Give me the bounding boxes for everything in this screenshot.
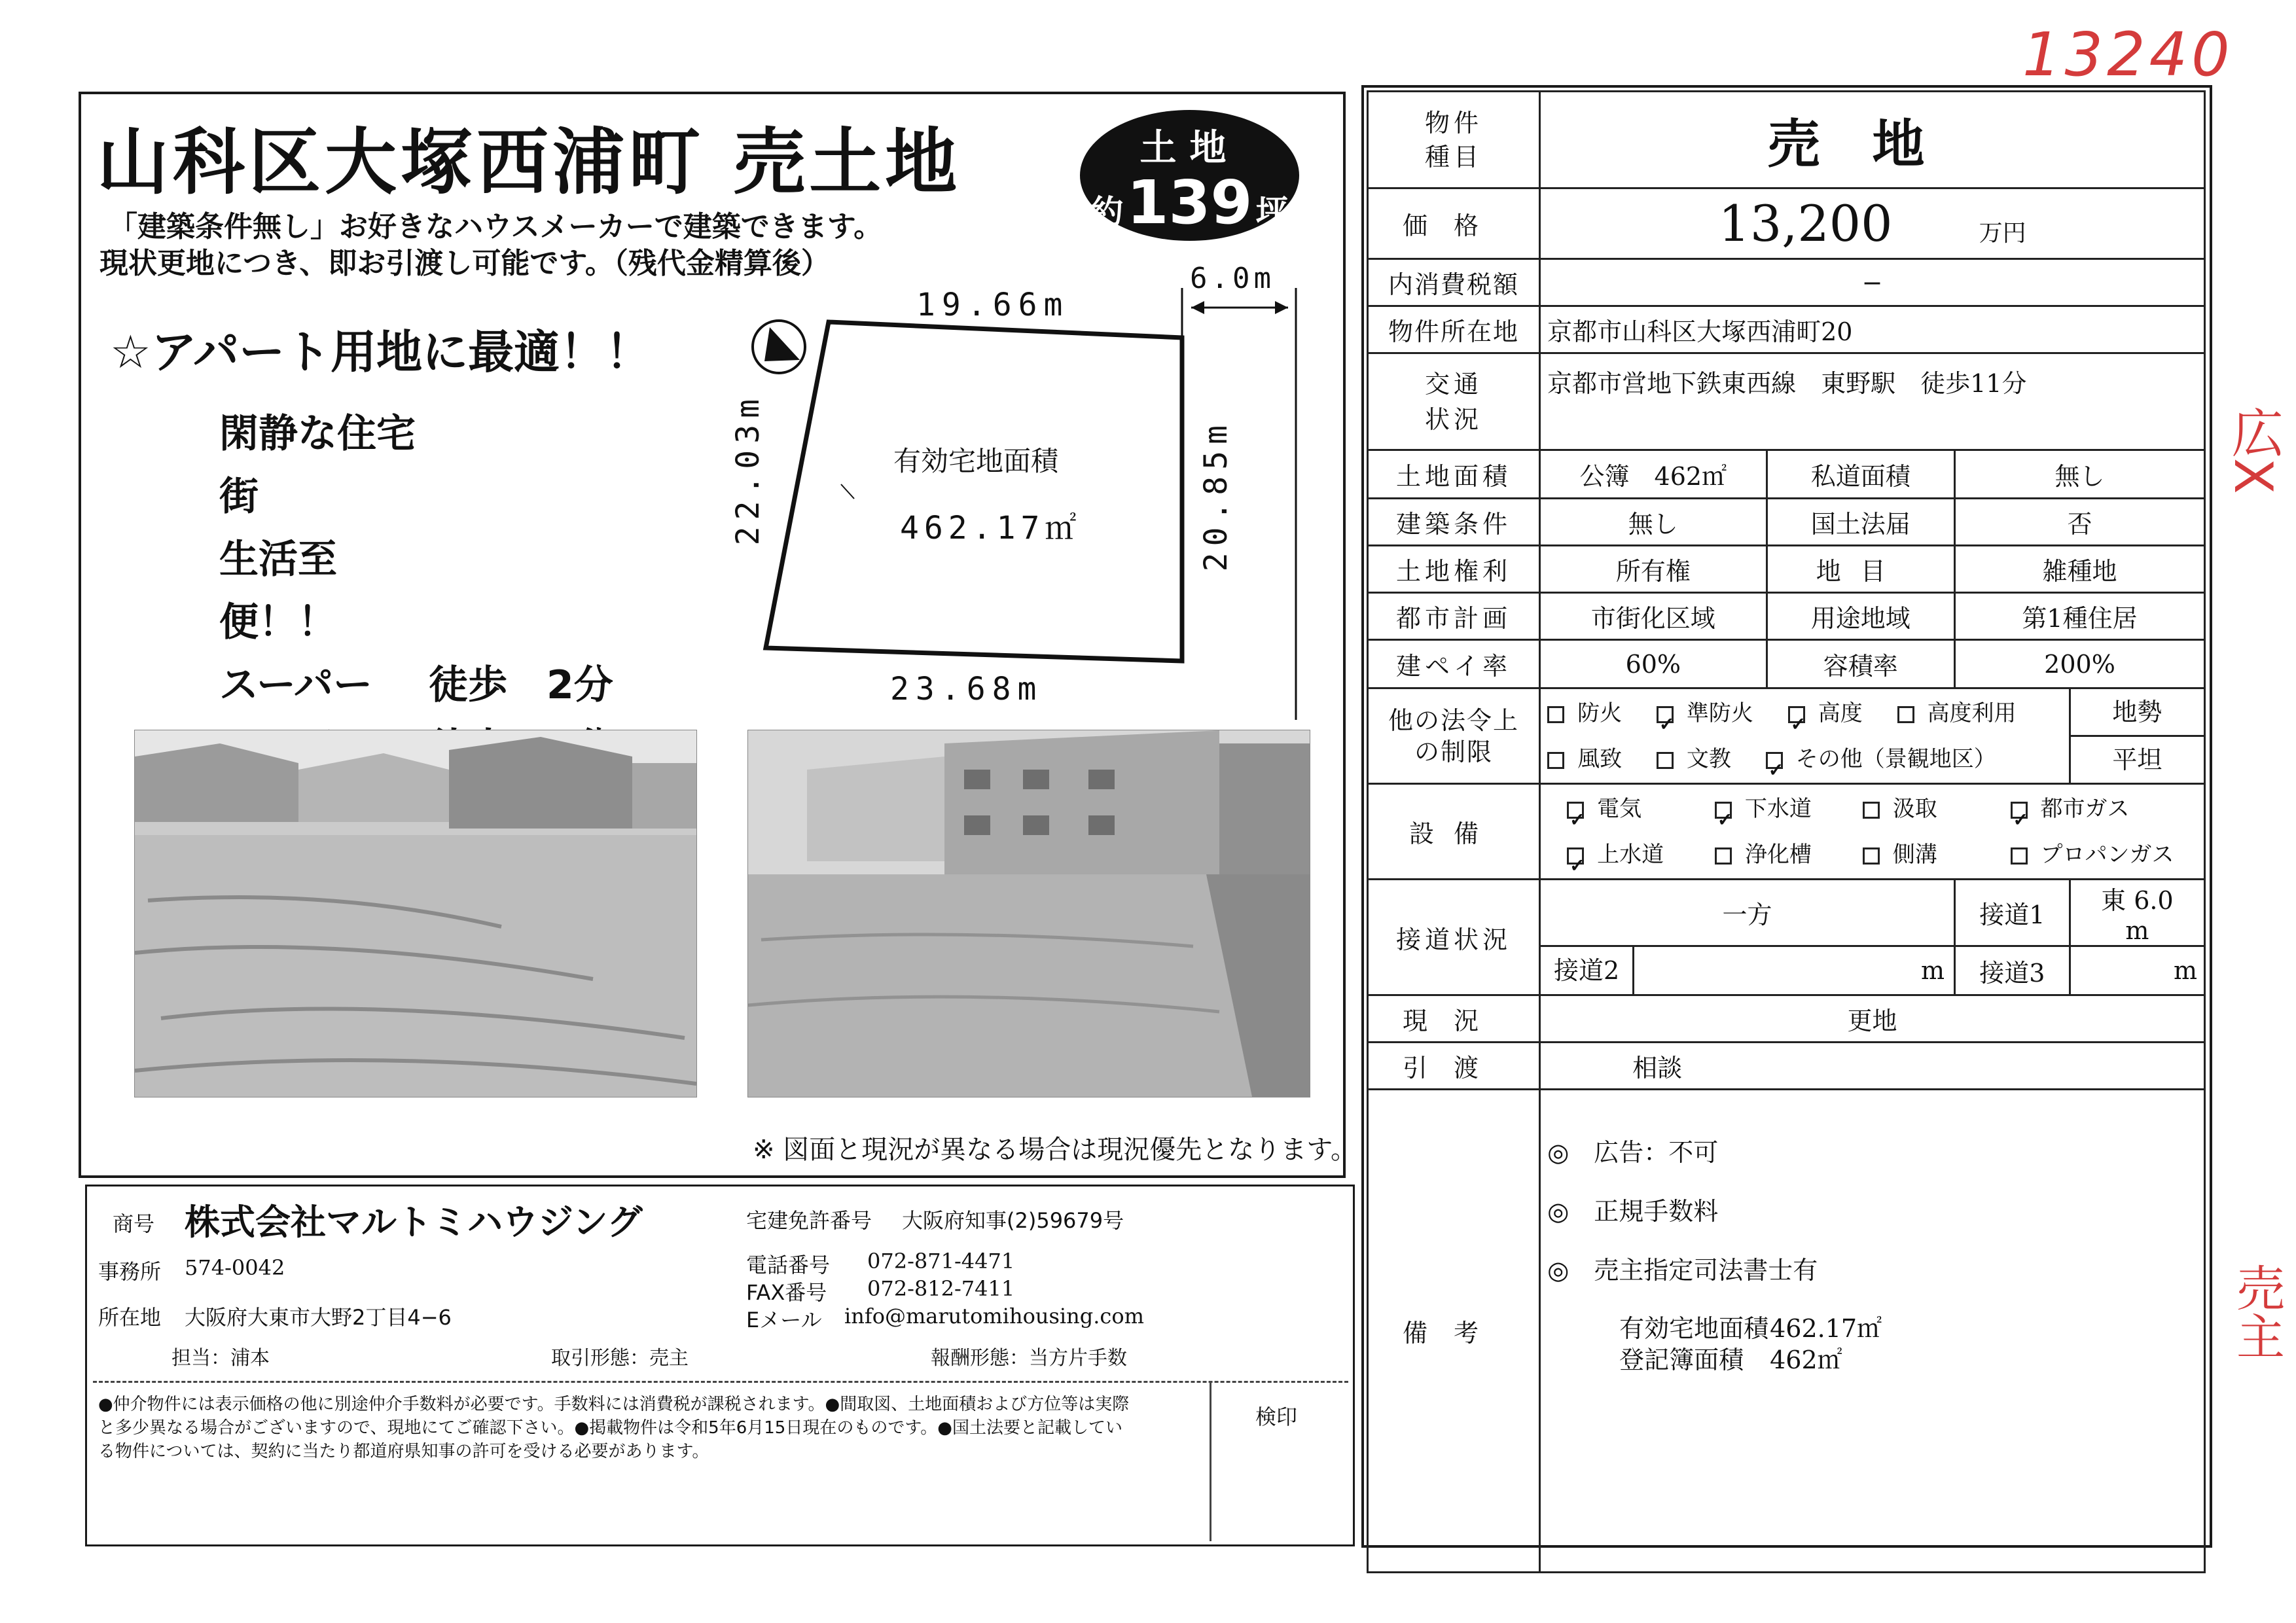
address: 大阪府大東市大野2丁目4−6 [185,1305,452,1330]
land-area-value: 公簿 462㎡ [1540,450,1767,499]
subtitle-1: 「建築条件無し」お好きなハウスメーカーで建築できます。 [109,210,883,243]
email-label: Eメール [746,1308,822,1332]
rights-label: 土地権利 [1368,546,1540,593]
handwritten-mark-1: 広X [2223,406,2284,494]
land-area-label: 土地面積 [1368,450,1540,499]
type-label: 物件種目 [1368,92,1540,188]
plot-left-length: 22.03m [730,393,766,546]
plot-outline [766,322,1182,661]
chimoku-value: 雑種地 [1955,546,2205,593]
status-value: 更地 [1540,995,2205,1043]
remark-item: ◎ 広告：不可 [1547,1138,1719,1167]
facility-item: ✓電気 [1567,786,1708,832]
listing-title: 山科区大塚西浦町 売土地 [97,120,961,204]
terrain-value: 平坦 [2112,745,2162,774]
plot-area-value: 462.17㎡ [900,510,1082,546]
site-photo-1 [134,730,697,1097]
type-value: 売地 [1540,92,2205,188]
remarks-cell [1540,1090,2205,1573]
status-label: 現況 [1368,995,1540,1043]
area-badge [1080,110,1299,241]
bcr-value: 60% [1540,640,1767,688]
city-plan-label: 都市計画 [1368,593,1540,640]
checkbox-checked-icon[interactable] [1657,706,1674,723]
site-photo-2 [747,730,1310,1097]
checkbox-icon[interactable] [1547,706,1564,723]
handwritten-number: 13240 [2022,20,2234,90]
build-cond-label: 建築条件 [1368,499,1540,546]
tax-label: 内消費税額 [1368,259,1540,306]
terrain-cell [2070,688,2204,784]
chimoku-label: 地目 [1767,546,1954,593]
checkbox-icon[interactable] [1863,802,1880,819]
postal-code: 574-0042 [185,1255,285,1280]
facility-item: ✓上水道 [1567,832,1708,878]
address-label: 所在地 [98,1305,162,1330]
stamp-label: 検印 [1255,1404,1298,1429]
checkbox-checked-icon[interactable] [1715,802,1732,819]
handwritten-mark-2: 売主 [2229,1263,2285,1360]
fax-number: 072-812-7411 [867,1276,1015,1301]
terrain-label: 地勢 [2071,689,2204,737]
checkbox-icon[interactable] [1897,706,1914,723]
city-plan-value: 市街化区域 [1540,593,1767,640]
bcr-label: 建ペイ率 [1368,640,1540,688]
figure-note: ※ 図面と現況が異なる場合は現況優先となります。 [753,1135,1357,1165]
price-unit: 万円 [1979,220,2026,247]
email-address[interactable]: info@marutomihousing.com [844,1304,1144,1329]
access-value: 京都市営地下鉄東西線 東野駅 徒歩11分 [1540,353,2205,450]
remark-area-2: 登記簿面積 462㎡ [1619,1346,1842,1374]
build-cond-value: 無し [1540,499,1767,546]
remark-item: ◎ 正規手数料 [1547,1197,1719,1226]
road-2-value: m [1920,956,1945,985]
zoning-value: 第1種住居 [1955,593,2205,640]
road-1-label: 接道1 [1955,880,2070,946]
remarks-label: 備考 [1368,1090,1540,1573]
subtitle-2: 現状更地につき、即お引渡し可能です。（残代金精算後） [99,247,830,280]
license-label: 宅建免許番号 [746,1208,872,1233]
road-3-label: 接道3 [1955,946,2070,995]
disclaimer-text: ●仲介物件には表示価格の他に別途仲介手数料が必要です。手数料には消費税が課税されます。●間取図、土地面積および方位等は実際と多少異なる場合がございますので、現地にてご確認下さい。●掲載物件は令和5年6月15日現在のものです。●国土法要と記載している物件については、契約に当たり都道府県知事の許可を受ける必要があります。 [98,1395,1130,1461]
feature-item: 生活至便！！ [219,537,337,645]
legal-check-item: ✓ その他（景観地区） [1766,736,1996,782]
road-1-value: 東 6.0 m [2070,880,2204,946]
badge-top: 土地 [1139,127,1240,169]
road-3-value: m [2070,946,2204,995]
facility-item: ✓ 都市ガス [2011,786,2130,832]
north-arrow-icon [753,321,805,373]
checkbox-icon[interactable] [1657,752,1674,769]
checkbox-icon[interactable] [2011,847,2028,865]
badge-prefix: 約 [1090,193,1124,231]
far-label: 容積率 [1767,640,1954,688]
remark-item: ◎ 売主指定司法書士有 [1547,1256,1818,1285]
price-value: 13,200 [1718,194,1893,253]
private-road-label: 私道面積 [1767,450,1954,499]
plot-area-label: 有効宅地面積 [893,445,1059,477]
checkbox-checked-icon[interactable] [1766,752,1783,769]
location-label: 物件所在地 [1368,306,1540,353]
checkbox-checked-icon[interactable] [1788,706,1805,723]
zoning-label: 用途地域 [1767,593,1954,640]
kokudo-label: 国土法届 [1767,499,1954,546]
road-label: 接道状況 [1368,880,1540,995]
checkbox-checked-icon[interactable] [1567,847,1584,865]
legal-check-item: 防火 [1547,690,1622,736]
facility-checks [1540,784,2205,880]
checkbox-icon[interactable] [1547,752,1564,769]
legal-check-item: 風致 [1547,736,1622,782]
facility-item: ✓ 下水道 [1715,786,1856,832]
license-number: 大阪府知事(2)59679号 [902,1208,1124,1233]
spec-table [1367,90,2206,1573]
office-label: 事務所 [98,1259,162,1284]
plot-top-length: 19.66m [916,287,1069,323]
legal-label: 他の法令上の制限 [1368,688,1540,784]
facility-label: 設備 [1368,784,1540,880]
handover-value: 相談 [1540,1043,2205,1090]
catch-copy: ☆アパート用地に最適！！ [110,325,652,379]
checkbox-checked-icon[interactable] [2011,802,2028,819]
facility-item: 側溝 [1863,832,2003,878]
road-2-label: 接道2 [1541,947,1634,994]
remark-area-1: 有効宅地面積462.17㎡ [1619,1314,1882,1343]
feature-item: スーパー 徒歩 2分 [219,662,613,708]
legal-check-item: ✓ 準防火 [1657,690,1753,736]
facility-item: プロパンガス [2011,832,2174,878]
plot-right-length: 20.85m [1198,419,1234,572]
facility-item: 汲取 [1863,786,2003,832]
kokudo-value: 否 [1955,499,2205,546]
legal-check-item: 高度利用 [1897,690,2017,736]
feature-item: 閑静な住宅街 [219,411,416,520]
badge-unit: 坪 [1255,193,1289,231]
checkbox-icon[interactable] [1715,847,1732,865]
fee-type: 報酬形態：当方片手数 [931,1347,1127,1370]
access-label: 交通状況 [1368,353,1540,450]
tel-label: 電話番号 [746,1253,831,1277]
deal-type: 取引形態：売主 [551,1347,689,1370]
checkbox-icon[interactable] [1863,847,1880,865]
badge-number: 139 [1126,168,1253,238]
handover-label: 引渡 [1368,1043,1540,1090]
fax-label: FAX番号 [746,1280,827,1305]
far-value: 200% [1955,640,2205,688]
private-road-value: 無し [1955,450,2205,499]
road-1-type: 一方 [1540,880,1955,946]
price-row [1540,188,2205,259]
location-value: 京都市山科区大塚西浦町20 [1540,306,2205,353]
checkbox-checked-icon[interactable] [1567,802,1584,819]
plot-road-width: 6.0m [1190,262,1275,295]
price-label: 価格 [1368,188,1540,259]
tax-value: − [1540,259,2205,306]
legal-check-item: ✓ 高度 [1788,690,1863,736]
legal-check-item: 文教 [1657,736,1731,782]
rights-value: 所有権 [1540,546,1767,593]
plot-bottom-length: 23.68m [890,671,1043,707]
company-name: 株式会社マルトミハウジング [185,1202,643,1243]
road-2-cell [1540,946,1955,995]
badge-main [1080,168,1299,238]
staff-name: 担当：浦本 [171,1347,270,1370]
legal-checks [1540,688,2070,784]
company-name-label: 商号 [113,1211,155,1236]
tel-number: 072-871-4471 [867,1249,1015,1274]
facility-item: 浄化槽 [1715,832,1856,878]
